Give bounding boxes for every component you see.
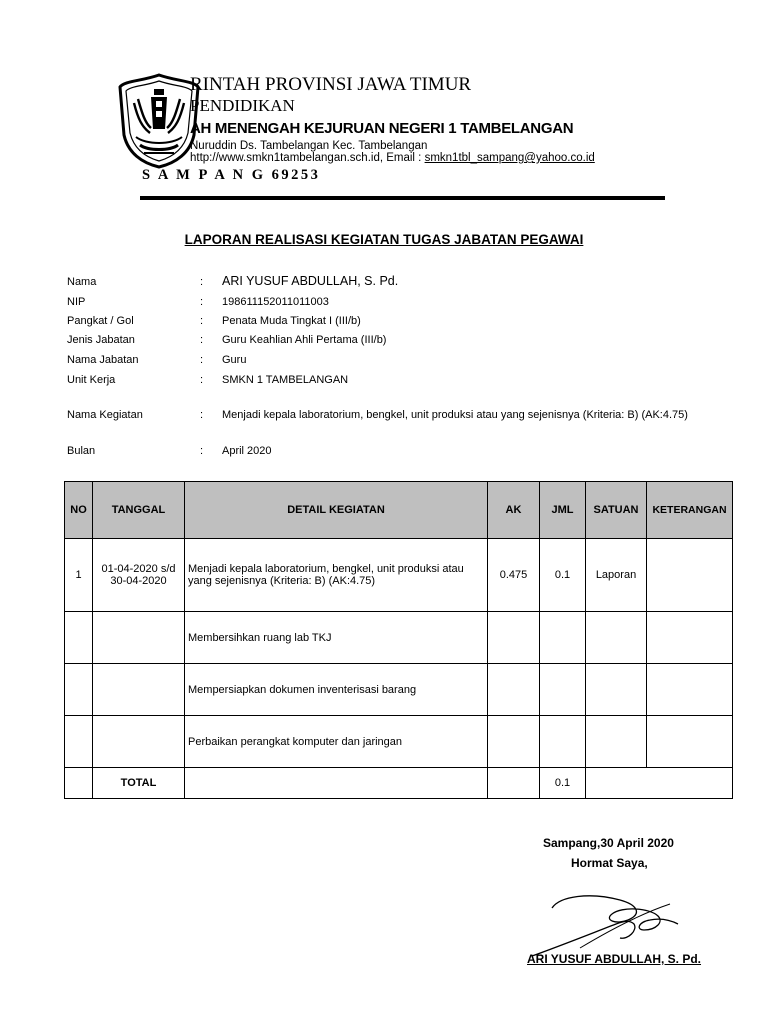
cell-satuan bbox=[586, 612, 647, 664]
field-label: Pangkat / Gol bbox=[67, 315, 134, 327]
cell-no bbox=[65, 716, 93, 768]
cell-ak: 0.475 bbox=[488, 539, 540, 612]
cell-satuan bbox=[586, 716, 647, 768]
table-row bbox=[65, 664, 733, 716]
table-header-row bbox=[65, 482, 733, 539]
column-header-no: NO bbox=[65, 482, 93, 539]
letterhead-email-link[interactable]: smkn1tbl_sampang@yahoo.co.id bbox=[424, 152, 595, 164]
letterhead-website: http://www.smkn1tambelangan.sch.id, Email : bbox=[190, 152, 425, 164]
table-row bbox=[65, 612, 733, 664]
field-colon: : bbox=[200, 374, 204, 386]
letterhead-city: S A M P A N G 69253 bbox=[142, 167, 321, 183]
cell-detail: Membersihkan ruang lab TKJ bbox=[185, 612, 488, 664]
cell-tanggal: 01-04-2020 s/d 30-04-2020 bbox=[93, 539, 185, 612]
field-colon: : bbox=[200, 315, 204, 327]
cell-tanggal bbox=[93, 664, 185, 716]
letterhead-divider bbox=[140, 196, 665, 200]
field-value: April 2020 bbox=[222, 445, 272, 457]
letterhead-department: PENDIDIKAN bbox=[190, 96, 295, 115]
cell-tanggal bbox=[93, 612, 185, 664]
table-total-row bbox=[65, 768, 733, 799]
table-row bbox=[65, 539, 733, 612]
cell-detail: Perbaikan perangkat komputer dan jaringan bbox=[185, 716, 488, 768]
cell-keterangan bbox=[647, 612, 733, 664]
column-header-keterangan: KETERANGAN bbox=[647, 482, 733, 539]
field-label: Bulan bbox=[67, 445, 96, 457]
field-label: Jenis Jabatan bbox=[67, 334, 135, 346]
signature-place-date: Sampang,30 April 2020 bbox=[543, 836, 674, 850]
letterhead-school-name: AH MENENGAH KEJURUAN NEGERI 1 TAMBELANGAN bbox=[190, 120, 574, 137]
field-value: ARI YUSUF ABDULLAH, S. Pd. bbox=[222, 274, 399, 288]
cell-detail: Menjadi kepala laboratorium, bengkel, unit produksi atau yang sejenisnya (Kriteria: B) (AK:4.75) bbox=[185, 539, 488, 612]
cell-keterangan bbox=[647, 664, 733, 716]
column-header-detail: DETAIL KEGIATAN bbox=[185, 482, 488, 539]
cell-satuan: Laporan bbox=[586, 539, 647, 612]
cell-keterangan bbox=[647, 539, 733, 612]
field-value: Guru Keahlian Ahli Pertama (III/b) bbox=[222, 334, 387, 346]
cell-ak bbox=[488, 612, 540, 664]
cell-jml bbox=[540, 716, 586, 768]
cell-jml bbox=[540, 664, 586, 716]
field-colon: : bbox=[200, 354, 204, 366]
field-label: Nama Jabatan bbox=[67, 354, 139, 366]
letterhead-address: Nuruddin Ds. Tambelangan Kec. Tambelangan bbox=[190, 140, 428, 152]
field-colon: : bbox=[200, 409, 204, 421]
field-value: Menjadi kepala laboratorium, bengkel, unit produksi atau yang sejenisnya (Kriteria: B) (AK:4.75) bbox=[222, 409, 688, 421]
cell-detail: Mempersiapkan dokumen inventerisasi barang bbox=[185, 664, 488, 716]
field-value: Guru bbox=[222, 354, 247, 366]
field-value: Penata Muda Tingkat I (III/b) bbox=[222, 315, 361, 327]
field-colon: : bbox=[200, 334, 204, 346]
cell-satuan-keterangan bbox=[586, 768, 733, 799]
field-label: Nama Kegiatan bbox=[67, 409, 143, 421]
letterhead-government: RINTAH PROVINSI JAWA TIMUR bbox=[190, 74, 472, 95]
activity-table bbox=[64, 481, 733, 799]
field-label: Unit Kerja bbox=[67, 374, 116, 386]
column-header-satuan: SATUAN bbox=[586, 482, 647, 539]
field-value: SMKN 1 TAMBELANGAN bbox=[222, 374, 349, 386]
total-jml: 0.1 bbox=[540, 768, 586, 799]
cell-no bbox=[65, 664, 93, 716]
letterhead-contact bbox=[190, 152, 595, 164]
letterhead bbox=[0, 0, 768, 210]
cell-tanggal bbox=[93, 716, 185, 768]
cell-no bbox=[65, 768, 93, 799]
column-header-jml: JML bbox=[540, 482, 586, 539]
signature-name: ARI YUSUF ABDULLAH, S. Pd. bbox=[527, 952, 702, 966]
cell-jml bbox=[540, 612, 586, 664]
cell-ak bbox=[488, 664, 540, 716]
signature-regards: Hormat Saya, bbox=[571, 856, 648, 870]
field-label: Nama bbox=[67, 276, 97, 288]
total-label: TOTAL bbox=[93, 768, 185, 799]
field-colon: : bbox=[200, 296, 204, 308]
field-label: NIP bbox=[67, 296, 86, 308]
cell-jml: 0.1 bbox=[540, 539, 586, 612]
document-title: LAPORAN REALISASI KEGIATAN TUGAS JABATAN PEGAWAI bbox=[184, 232, 584, 247]
cell-ak bbox=[488, 768, 540, 799]
cell-keterangan bbox=[647, 716, 733, 768]
cell-satuan bbox=[586, 664, 647, 716]
cell-detail bbox=[185, 768, 488, 799]
field-colon: : bbox=[200, 445, 204, 457]
column-header-tanggal: TANGGAL bbox=[93, 482, 185, 539]
east-java-emblem-icon bbox=[118, 73, 200, 169]
column-header-ak: AK bbox=[488, 482, 540, 539]
cell-no: 1 bbox=[65, 539, 93, 612]
field-value: 198611152011011003 bbox=[222, 296, 329, 308]
field-colon: : bbox=[200, 276, 204, 288]
cell-ak bbox=[488, 716, 540, 768]
table-row bbox=[65, 716, 733, 768]
cell-no bbox=[65, 612, 93, 664]
